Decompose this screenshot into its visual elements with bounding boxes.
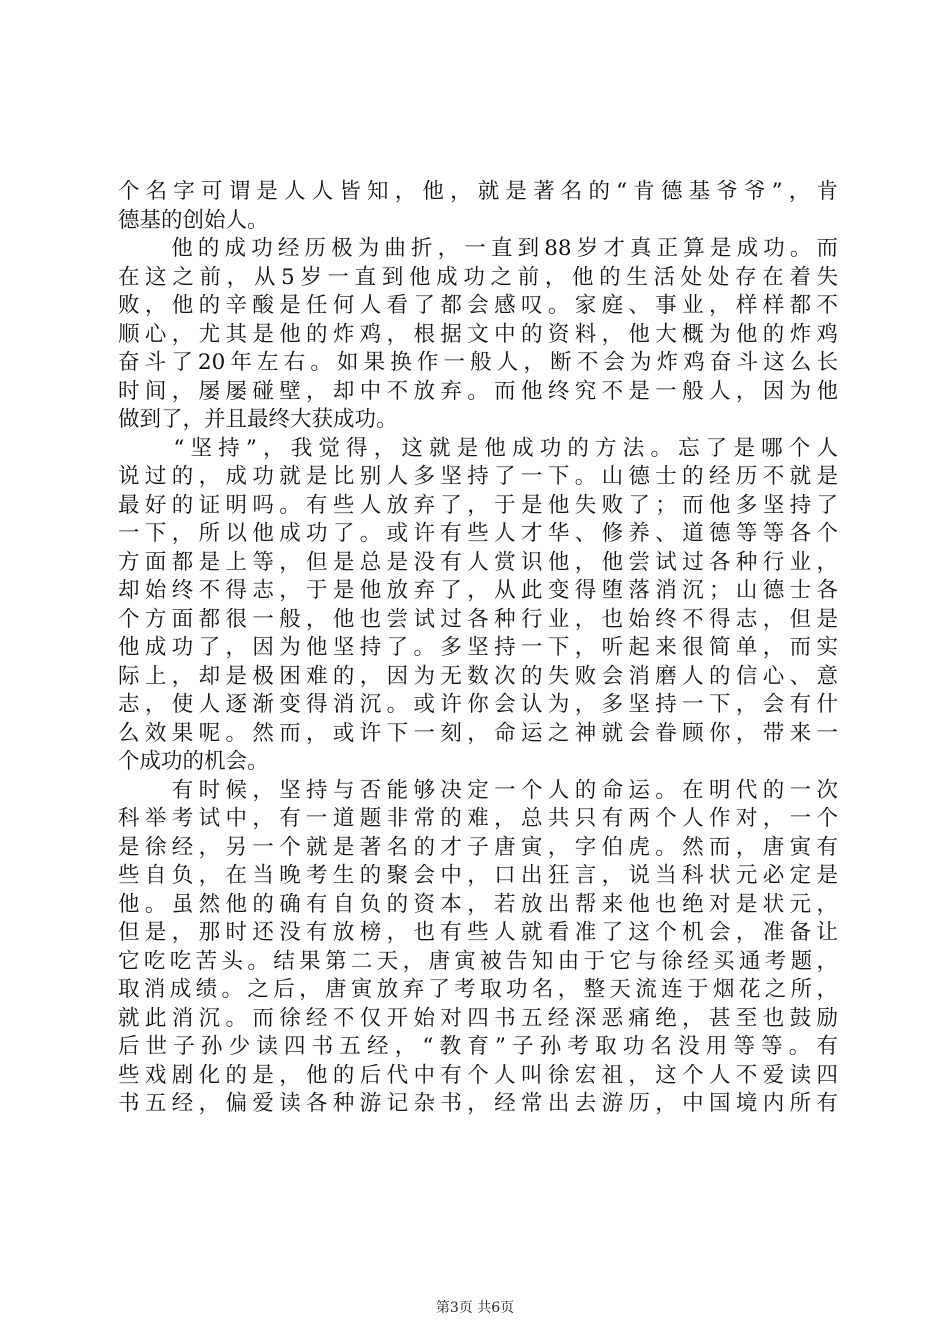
text-line: 志，使人逐渐变得消沉。或许你会认为，多坚持一下，会有什 <box>118 692 838 717</box>
text-line: 顺心，尤其是他的炸鸡，根据文中的资料，他大概为他的炸鸡 <box>118 321 838 347</box>
text-line: 他成功了，因为他坚持了。多坚持一下，听起来很简单，而实 <box>118 635 838 660</box>
text-line: 他。虽然他的确有自负的资本，若放出帮来他也绝对是状元， <box>118 891 838 917</box>
text-line: 科举考试中，有一道题非常的难，总共只有两个人作对，一个 <box>118 806 838 831</box>
text-line: 个成功的机会。 <box>118 749 269 774</box>
text-line: 么效果呢。然而，或许下一刻，命运之神就会眷顾你，带来一 <box>118 720 838 746</box>
text-line: 时间，屡屡碰壁，却中不放弃。而他终究不是一般人，因为他 <box>118 378 838 404</box>
text-line: 奋斗了20年左右。如果换作一般人，断不会为炸鸡奋斗这么长 <box>118 350 838 375</box>
body-text <box>118 178 838 1119</box>
text-line: 些戏剧化的是，他的后代中有个人叫徐宏祖，这个人不爱读四 <box>118 1062 838 1088</box>
text-line: 败，他的辛酸是任何人看了都会感叹。家庭、事业，样样都不 <box>118 293 838 318</box>
text-line: 方面都是上等，但是总是没有人赏识他，他尝试过各种行业， <box>118 549 838 575</box>
text-line: 做到了，并且最终大获成功。 <box>118 407 398 432</box>
text-line: 一下，所以他成功了。或许有些人才华、修养、道德等等各个 <box>118 521 838 546</box>
text-line: 际上，却是极困难的，因为无数次的失败会消磨人的信心、意 <box>118 663 838 689</box>
text-line: 在这之前，从5岁一直到他成功之前，他的生活处处存在着失 <box>118 264 838 290</box>
text-line: 他的成功经历极为曲折，一直到88岁才真正算是成功。而 <box>118 236 838 261</box>
text-line: 它吃吃苦头。结果第二天，唐寅被告知由于它与徐经买通考题， <box>118 948 838 974</box>
page-number-footer: 第3页 共6页 <box>435 1300 515 1316</box>
text-line: 德基的创始人。 <box>118 207 269 233</box>
text-line: 些自负，在当晚考生的聚会中，口出狂言，说当科状元必定是 <box>118 863 838 888</box>
text-line: 但是，那时还没有放榜，也有些人就看准了这个机会，准备让 <box>118 920 838 945</box>
text-line: 取消成绩。之后，唐寅放弃了考取功名，整天流连于烟花之所， <box>118 977 838 1002</box>
text-line: 个方面都很一般，他也尝试过各种行业，也始终不得志，但是 <box>118 606 838 632</box>
text-line: 有时候，坚持与否能够决定一个人的命运。在明代的一次 <box>118 777 838 803</box>
text-line: 是徐经，另一个就是著名的才子唐寅，字伯虎。然而，唐寅有 <box>118 834 838 860</box>
text-line: 就此消沉。而徐经不仅开始对四书五经深恶痛绝，甚至也鼓励 <box>118 1005 838 1031</box>
text-line: “坚持”，我觉得，这就是他成功的方法。忘了是哪个人 <box>118 435 838 461</box>
text-line: 却始终不得志，于是他放弃了，从此变得堕落消沉；山德士各 <box>118 578 838 603</box>
text-line: 书五经，偏爱读各种游记杂书，经常出去游历，中国境内所有 <box>118 1091 838 1116</box>
text-line: 最好的证明吗。有些人放弃了，于是他失败了；而他多坚持了 <box>118 492 838 518</box>
text-line: 后世子孙少读四书五经，“教育”子孙考取功名没用等等。有 <box>118 1034 838 1059</box>
text-line: 个名字可谓是人人皆知，他，就是著名的“肯德基爷爷”，肯 <box>118 179 838 204</box>
text-line: 说过的，成功就是比别人多坚持了一下。山德士的经历不就是 <box>118 464 838 489</box>
